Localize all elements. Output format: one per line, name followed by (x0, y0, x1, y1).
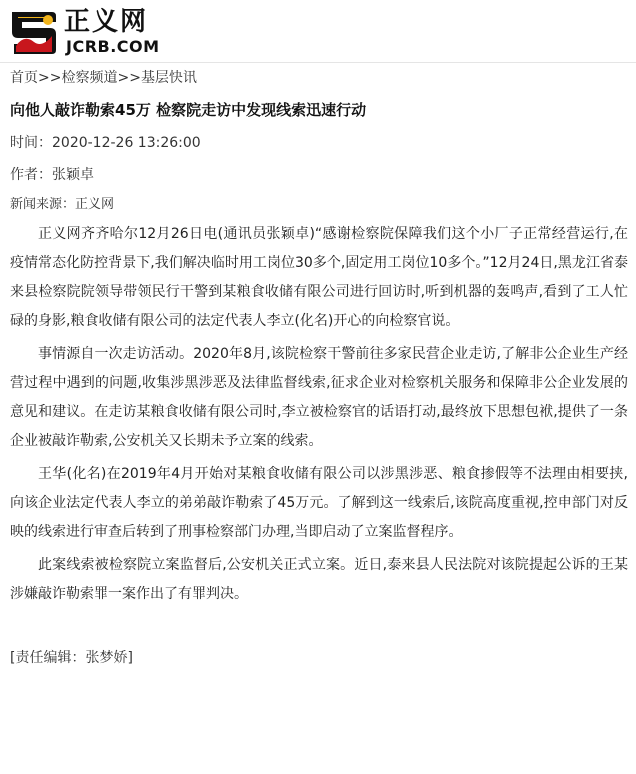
article-container (10, 66, 628, 669)
article-paragraph: 王华(化名)在2019年4月开始对某粮食收储有限公司以涉黑涉恶、粮食掺假等不法理由相要挟,向该企业法定代表人李立的弟弟敲诈勒索了45万元。了解到这一线索后,该院高度重视,控申部门对反映的线索进行审查后转到了刑事检察部门办理,当即启动了立案监督程序。 (10, 466, 628, 540)
logo-english-text: JCRB.COM (66, 37, 160, 56)
breadcrumb-channel-link[interactable]: 检察频道 (61, 70, 118, 86)
article-paragraph: 此案线索被检察院立案监督后,公安机关正式立案。近日,泰来县人民法院对该院提起公诉的王某涉嫌敲诈勒索罪一案作出了有罪判决。 (10, 557, 628, 602)
site-logo[interactable] (8, 6, 168, 58)
logo-chinese-text: 正义网 (64, 7, 149, 37)
article-source: 新闻来源：正义网 (10, 197, 115, 212)
article-time: 时间：2020-12-26 13:26:00 (10, 135, 201, 151)
article-paragraph: 事情源自一次走访活动。2020年8月,该院检察干警前往多家民营企业走访,了解非公企业生产经营过程中遇到的问题,收集涉黑涉恶及法律监督线索,征求企业对检察机关服务和保障非公企业发展的意见和建议。在走访某粮食收储有限公司时,李立被检察官的话语打动,最终放下思想包袱,提供了一条企业被敲诈勒索,公安机关又长期未予立案的线索。 (10, 346, 628, 449)
site-header (0, 0, 636, 63)
article-paragraph: 正义网齐齐哈尔12月26日电(通讯员张颖卓)“感谢检察院保障我们这个小厂子正常经营运行,在疫情常态化防控背景下,我们解决临时用工岗位30多个,固定用工岗位10多个。”12月24日,黑龙江省泰来县检察院院领导带领民行干警到某粮食收储有限公司进行回访时,听到机器的轰鸣声,看到了工人忙碌的身影,粮食收储有限公司的法定代表人李立(化名)开心的向检察官说。 (10, 226, 628, 329)
responsible-editor: [责任编辑：张梦娇] (10, 650, 133, 666)
article-body (10, 220, 628, 609)
article-author: 作者：张颖卓 (10, 167, 94, 183)
article-title: 向他人敲诈勒索45万 检察院走访中发现线索迅速行动 (10, 101, 367, 119)
breadcrumb-home-link[interactable]: 首页 (10, 70, 38, 86)
breadcrumb (10, 66, 628, 90)
breadcrumb-separator: >> (38, 70, 62, 86)
breadcrumb-separator: >> (117, 70, 141, 86)
logo-mark-icon (8, 6, 60, 58)
breadcrumb-section-link[interactable]: 基层快讯 (140, 70, 197, 86)
